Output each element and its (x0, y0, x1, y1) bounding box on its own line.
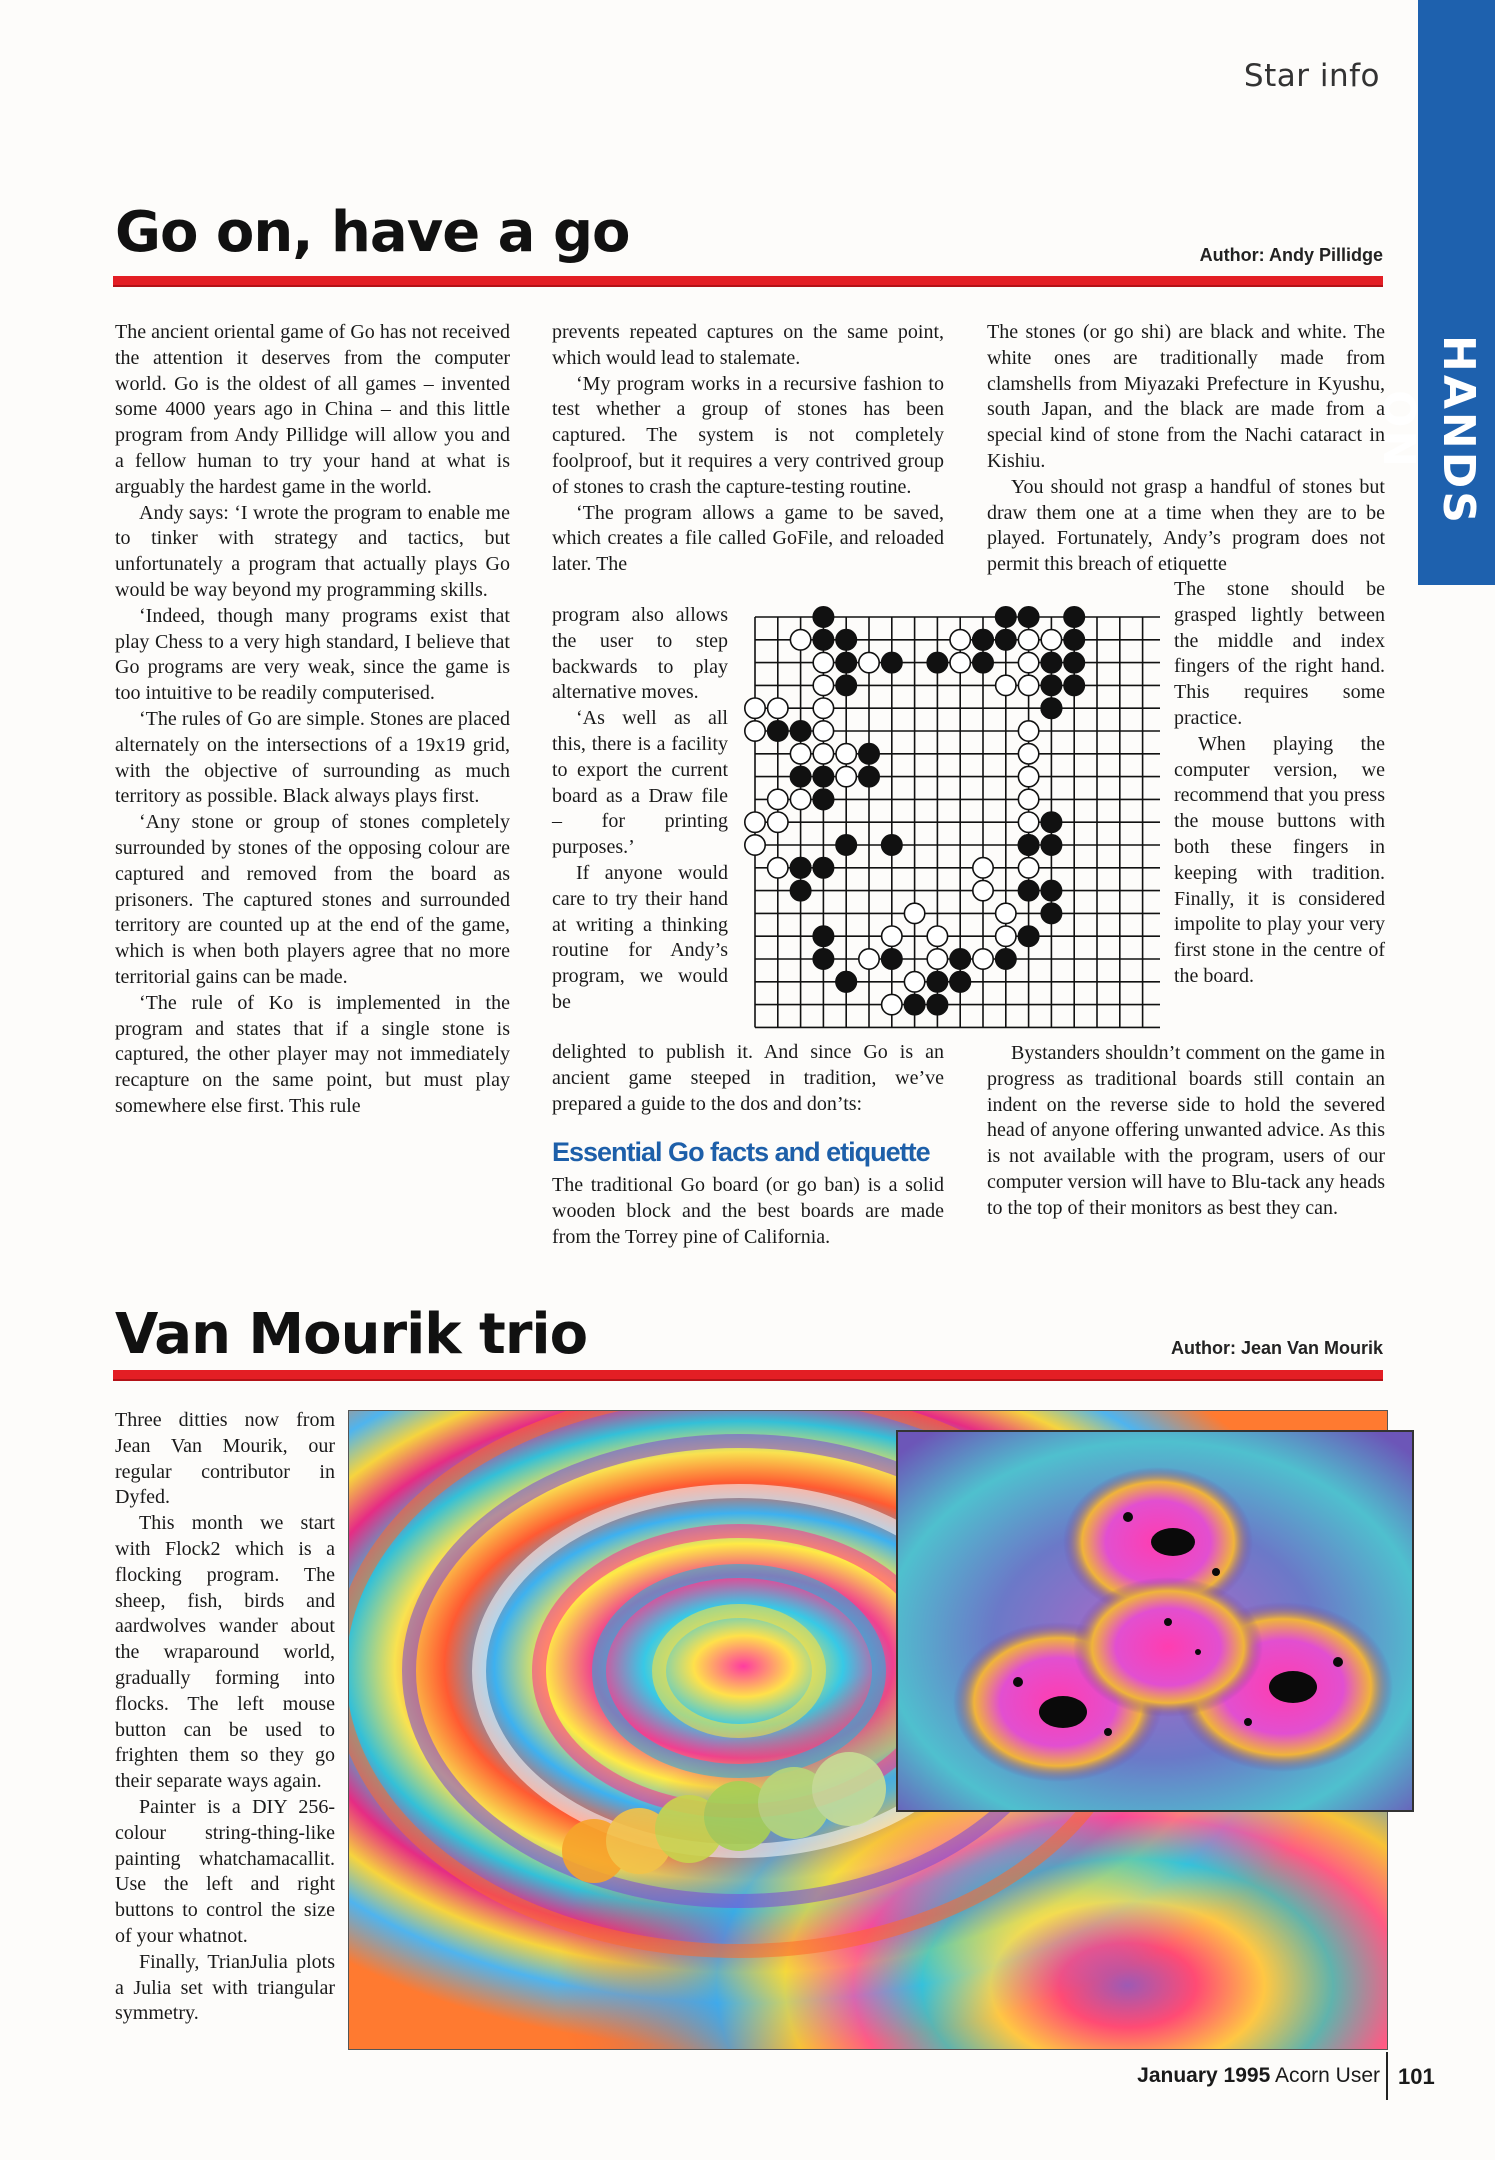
black-stone (1041, 880, 1061, 900)
go-board (740, 602, 1160, 1034)
black-stone (1041, 652, 1061, 672)
paragraph: The stone should be grasped lightly between the middle and index fingers of the right hand. This requires some practice. (1174, 578, 1385, 729)
white-stone (973, 949, 993, 969)
paragraph: This month we start with Flock2 which is a flocking program. The sheep, fish, birds and aardwolves wander about the wraparound world, gradually forming into flocks. The left mouse button can be used to frighten them so they go their separate ways again. (115, 1512, 335, 1793)
white-stone (1018, 858, 1038, 878)
white-stone (996, 675, 1016, 695)
white-stone (859, 949, 879, 969)
black-stone (973, 652, 993, 672)
white-stone (950, 652, 970, 672)
black-stone (1064, 675, 1084, 695)
white-stone (1018, 812, 1038, 832)
white-stone (836, 744, 856, 764)
black-stone (1064, 652, 1084, 672)
paragraph: When playing the computer version, we recommend that you press the mouse buttons with both these fingers in keeping with tradition. Finally, it is considered impolite to play your very first stone in the centre of the board. (1174, 732, 1385, 987)
paragraph: Painter is a DIY 256-colour string-thing-like painting whatchamacallit. Use the left and right buttons to control the size of your whatnot. (115, 1795, 335, 1947)
paragraph: ‘As well as all this, there is a facility to export the current board as a Draw file – for printing purposes.’ (552, 707, 728, 859)
black-stone (1018, 835, 1038, 855)
paragraph: ‘The rule of Ko is implemented in the program and states that if a single stone is captured, the other player may not immediately recapture on the same point, but must play somewhere else first. This rule (115, 991, 510, 1117)
white-stone (813, 721, 833, 741)
black-stone (996, 607, 1016, 627)
article1-column-3-narrow (1174, 577, 1385, 990)
black-stone (836, 835, 856, 855)
black-stone (1041, 903, 1061, 923)
white-stone (790, 789, 810, 809)
paragraph: You should not grasp a handful of stones but draw them one at a time when they are to be played. Fortunately, Andy’s program does not permit this breach of etiquette (987, 475, 1385, 576)
article1-column-3-bottom (987, 1041, 1385, 1222)
black-stone (813, 766, 833, 786)
section-label: Star info (1243, 58, 1380, 94)
white-stone (1018, 721, 1038, 741)
black-stone (813, 630, 833, 650)
black-stone (768, 721, 788, 741)
paragraph: delighted to publish it. And since Go is an ancient game steeped in tradition, we’ve prepared a guide to the dos and don’ts: (552, 1041, 944, 1115)
white-stone (1018, 744, 1038, 764)
black-stone (790, 880, 810, 900)
etiquette-subhead: Essential Go facts and etiquette (552, 1137, 930, 1168)
white-stone (768, 789, 788, 809)
black-stone (1041, 812, 1061, 832)
black-stone (1041, 835, 1061, 855)
white-stone (996, 926, 1016, 946)
article1-rule (113, 276, 1383, 285)
article1-column-3-top (987, 320, 1385, 578)
paragraph: ‘My program works in a recursive fashion to test whether a group of stones has been captured. The system is not completely foolproof, but it requires a very contrived group of stones to crash the capture-testing routine. (552, 372, 944, 498)
black-stone (1018, 926, 1038, 946)
black-stone (836, 675, 856, 695)
black-stone (836, 630, 856, 650)
white-stone (996, 903, 1016, 923)
article1-column-2-bottom (552, 1040, 944, 1251)
black-stone (859, 744, 879, 764)
footer-magazine: Acorn User (1274, 2064, 1380, 2087)
article2-rule (113, 1370, 1383, 1379)
paragraph: Bystanders shouldn’t comment on the game in progress as traditional boards still contain an indent on the reverse side to hold the severed head of anyone offering unwanted advice. As this is not available with the program, users of our computer version will have to Blu-tack any heads to the top of their monitors as best they can. (987, 1042, 1385, 1219)
black-stone (927, 652, 947, 672)
white-stone (813, 698, 833, 718)
paragraph: If anyone would care to try their hand at writing a thinking routine for Andy’s program, we would be (552, 861, 728, 1013)
paragraph: Three ditties now from Jean Van Mourik, our regular contributor in Dyfed. (115, 1409, 335, 1509)
white-stone (1018, 789, 1038, 809)
paragraph: The traditional Go board (or go ban) is a solid wooden block and the best boards are made from the Torrey pine of California. (552, 1174, 944, 1248)
white-stone (768, 812, 788, 832)
white-stone (882, 994, 902, 1014)
julia-set-image (898, 1432, 1412, 1810)
white-stone (882, 926, 902, 946)
paragraph: Andy says: ‘I wrote the program to enable me to tinker with strategy and tactics, but unfortunately a program that actually plays Go would be way beyond my programming skills. (115, 501, 510, 601)
black-stone (836, 972, 856, 992)
white-stone (1018, 766, 1038, 786)
white-stone (768, 698, 788, 718)
black-stone (882, 652, 902, 672)
black-stone (790, 858, 810, 878)
black-stone (859, 766, 879, 786)
white-stone (745, 812, 765, 832)
paragraph: ‘The program allows a game to be saved, which creates a file called GoFile, and reloaded later. The (552, 501, 944, 576)
white-stone (1018, 652, 1038, 672)
side-tab-label: HANDS ON (1373, 334, 1484, 526)
white-stone (813, 675, 833, 695)
black-stone (1041, 698, 1061, 718)
article2-author: Author: Jean Van Mourik (1170, 1338, 1383, 1358)
white-stone (745, 835, 765, 855)
article1-column-2-narrow (552, 603, 728, 1016)
white-stone (973, 858, 993, 878)
black-stone (1064, 630, 1084, 650)
paragraph: ‘The rules of Go are simple. Stones are placed alternately on the intersections of a 19x19 grid, with the objective of surrounding as much territory as possible. Black always plays first. (115, 707, 510, 808)
white-stone (973, 880, 993, 900)
black-stone (996, 630, 1016, 650)
paragraph: Finally, TrianJulia plots a Julia set with triangular symmetry. (115, 1950, 335, 2025)
white-stone (790, 630, 810, 650)
black-stone (813, 858, 833, 878)
white-stone (1041, 630, 1061, 650)
white-stone (745, 721, 765, 741)
footer-divider (1386, 2052, 1388, 2100)
white-stone (813, 744, 833, 764)
paragraph: The stones (or go shi) are black and white. The white ones are traditionally made from clamshells from Miyazaki Prefecture in Kyushu, south Japan, and the black are made from a special kind of stone from the Nachi cataract in Kishiu. (987, 321, 1385, 472)
footer-issue (1137, 2064, 1380, 2088)
black-stone (813, 926, 833, 946)
white-stone (859, 652, 879, 672)
paragraph: The ancient oriental game of Go has not received the attention it deserves from the computer world. Go is the oldest of all games – invented some 4000 years ago in China – and this little program from Andy Pillidge will allow you and a fellow human to try your hand at what is arguably the hardest game in the world. (115, 321, 510, 498)
white-stone (790, 744, 810, 764)
white-stone (904, 903, 924, 923)
article1-column-2-top (552, 320, 944, 578)
white-stone (1018, 675, 1038, 695)
black-stone (996, 949, 1016, 969)
paragraph: prevents repeated captures on the same point, which would lead to stalemate. (552, 321, 944, 369)
black-stone (1041, 675, 1061, 695)
footer-date: January 1995 (1137, 2064, 1271, 2087)
article2-title: Van Mourik trio (115, 1302, 588, 1367)
black-stone (973, 630, 993, 650)
black-stone (1064, 607, 1084, 627)
white-stone (768, 858, 788, 878)
black-stone (904, 994, 924, 1014)
black-stone (1018, 880, 1038, 900)
black-stone (927, 972, 947, 992)
white-stone (927, 926, 947, 946)
paragraph: ‘Any stone or group of stones completely surrounded by stones of the opposing colour are captured and removed from the board as prisoners. The captured stones and surrounded territory are counted up at the end of the game, which is when both players agree that no more territorial gains can be made. (115, 811, 510, 988)
black-stone (882, 949, 902, 969)
white-stone (836, 766, 856, 786)
article1-author: Author: Andy Pillidge (1199, 245, 1383, 265)
paragraph: program also allows the user to step backwards to play alternative moves. (552, 604, 728, 704)
black-stone (813, 949, 833, 969)
black-stone (882, 835, 902, 855)
article2-column (115, 1408, 335, 2027)
paragraph: ‘Indeed, though many programs exist that play Chess to a very high standard, I believe that Go programs are very weak, since the game is too intuitive to be readily computerised. (115, 604, 510, 705)
white-stone (950, 630, 970, 650)
white-stone (745, 698, 765, 718)
white-stone (927, 949, 947, 969)
page-number: 101 (1398, 2064, 1435, 2089)
black-stone (950, 972, 970, 992)
julia-set-inset (896, 1430, 1414, 1812)
black-stone (790, 766, 810, 786)
black-stone (790, 721, 810, 741)
article1-column-1 (115, 320, 510, 1120)
white-stone (813, 652, 833, 672)
black-stone (927, 994, 947, 1014)
article1-title: Go on, have a go (115, 200, 630, 265)
white-stone (1018, 630, 1038, 650)
black-stone (950, 949, 970, 969)
black-stone (813, 789, 833, 809)
black-stone (813, 607, 833, 627)
white-stone (904, 972, 924, 992)
black-stone (836, 652, 856, 672)
black-stone (1018, 607, 1038, 627)
